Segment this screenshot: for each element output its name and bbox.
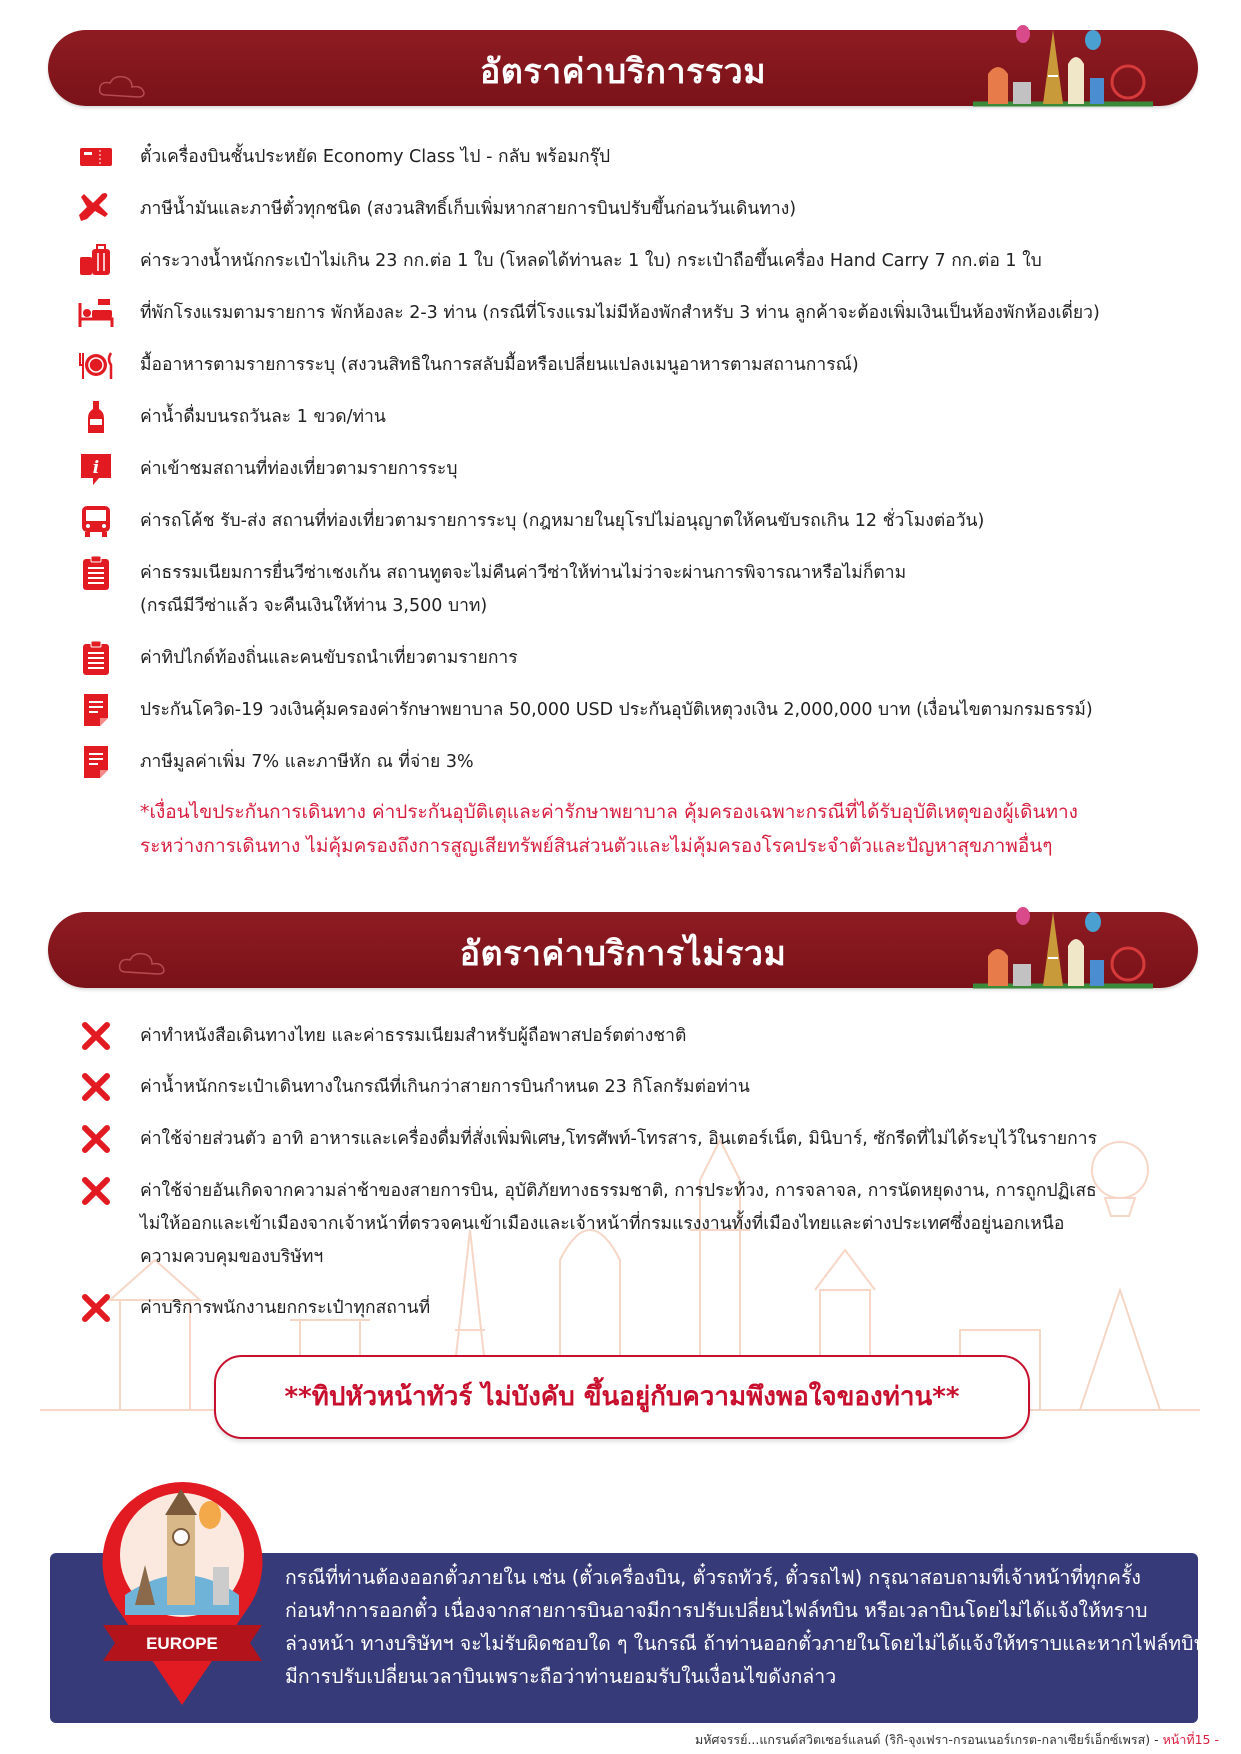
- included-item-text: ประกันโควิด-19 วงเงินคุ้มครองค่ารักษาพยาบาล 50,000 USD ประกันอุบัติเหตุวงเงิน 2,000,000 บาท (เงื่อนไขตามกรมธรรม์): [140, 700, 1093, 720]
- ticket-notice-line: ล่วงหน้า ทางบริษัทฯ จะไม่รับผิดชอบใด ๆ ในกรณี ถ้าท่านออกตั๋วภายในโดยไม่ได้แจ้งให้ทราบและหากไฟล์ทบิน: [285, 1632, 1207, 1655]
- europe-landmarks-icon: [968, 898, 1158, 990]
- excluded-item-text: ค่าใช้จ่ายส่วนตัว อาทิ อาหารและเครื่องดื่มที่สั่งเพิ่มพิเศษ,โทรศัพท์-โทรสาร, อินเตอร์เน็ต, มินิบาร์, ซักรีดที่ไม่ได้ระบุไว้ในรายการ: [140, 1129, 1097, 1149]
- water-bottle-icon: [78, 399, 114, 435]
- europe-badge-text: EUROPE: [146, 1634, 218, 1653]
- included-item-text: (กรณีมีวีซ่าแล้ว จะคืนเงินให้ท่าน 3,500 บาท): [140, 596, 488, 616]
- europe-landmarks-icon: [968, 16, 1158, 108]
- airplane-icon: [78, 191, 114, 227]
- included-item-text: ค่าธรรมเนียมการยื่นวีซ่าเชงเก้น สถานทูตจะไม่คืนค่าวีซ่าให้ท่านไม่ว่าจะผ่านการพิจารณาหรือไม่ก็ตาม: [140, 563, 907, 583]
- insurance-note-line: *เงื่อนไขประกันการเดินทาง ค่าประกันอุบัติเตุและค่ารักษาพยาบาล คุ้มครองเฉพาะกรณีที่ได้รับอุบัติเหตุของผู้เดินทาง: [140, 801, 1078, 823]
- document-icon: [78, 692, 114, 728]
- info-icon: [78, 451, 114, 487]
- cross-icon: [78, 1290, 114, 1326]
- included-item-text: ค่าระวางน้ำหนักกระเป๋าไม่เกิน 23 กก.ต่อ 1 ใบ (โหลดได้ท่านละ 1 ใบ) กระเป๋าถือขึ้นเครื่อง Hand Carry 7 กก.ต่อ 1 ใบ: [140, 251, 1042, 271]
- svg-text:i: i: [92, 458, 100, 478]
- included-title: อัตราค่าบริการรวม: [479, 52, 767, 92]
- insurance-note-line: ระหว่างการเดินทาง ไม่คุ้มครองถึงการสูญเสียทรัพย์สินส่วนตัวและไม่คุ้มครองโรคประจำตัวและปัญหาสุขภาพอื่นๆ: [140, 835, 1053, 857]
- europe-pin-badge: [95, 1475, 270, 1710]
- excluded-item-text: ค่าทำหนังสือเดินทางไทย และค่าธรรมเนียมสำหรับผู้ถือพาสปอร์ตต่างชาติ: [140, 1026, 687, 1046]
- excluded-item-text: ไม่ให้ออกและเข้าเมืองจากเจ้าหน้าที่ตรวจคนเข้าเมืองและเจ้าหน้าที่กรมแรงงานทั้งที่เมืองไทยและต่างประเทศซึ่งอยู่นอกเหนือ: [140, 1214, 1065, 1234]
- tip-notice-box: [214, 1355, 1030, 1439]
- included-item-text: ภาษีน้ำมันและภาษีตั๋วทุกชนิด (สงวนสิทธิ์เก็บเพิ่มหากสายการบินปรับขึ้นก่อนวันเดินทาง): [140, 199, 797, 219]
- page-footer: [695, 1730, 1219, 1750]
- excluded-banner: [48, 912, 1198, 988]
- included-item-text: มื้ออาหารตามรายการระบุ (สงวนสิทธิในการสลับมื้อหรือเปลี่ยนแปลงเมนูอาหารตามสถานการณ์): [140, 355, 859, 375]
- included-item-text: ตั๋วเครื่องบินชั้นประหยัด Economy Class ไป - กลับ พร้อมกรุ๊ป: [140, 147, 611, 167]
- ticket-notice-line: กรณีที่ท่านต้องออกตั๋วภายใน เช่น (ตั๋วเครื่องบิน, ตั๋วรถทัวร์, ตั๋วรถไฟ) กรุณาสอบถามที่เจ้าหน้าที่ทุกครั้ง: [285, 1566, 1141, 1589]
- footer-text: มหัศจรรย์...แกรนด์สวิตเซอร์แลนด์ (ริกิ-จุงเฟรา-กรอนเนอร์เกรต-กลาเซียร์เอ็กซ์เพรส) -: [694, 1732, 1163, 1747]
- included-item-text: ค่าน้ำดื่มบนรถวันละ 1 ขวด/ท่าน: [140, 407, 386, 427]
- included-item-text: ค่าเข้าชมสถานที่ท่องเที่ยวตามรายการระบุ: [140, 459, 458, 479]
- dining-icon: [78, 347, 114, 383]
- included-item-text: ภาษีมูลค่าเพิ่ม 7% และภาษีหัก ณ ที่จ่าย 3%: [140, 752, 474, 772]
- excluded-item-text: ความควบคุมของบริษัทฯ: [140, 1247, 324, 1267]
- included-item-text: ค่าทิปไกด์ท้องถิ่นและคนขับรถนำเที่ยวตามรายการ: [140, 648, 518, 668]
- insurance-note: [140, 795, 1078, 863]
- included-item-text: ที่พักโรงแรมตามรายการ พักห้องละ 2-3 ท่าน (กรณีที่โรงแรมไม่มีห้องพักสำหรับ 3 ท่าน ลูกค้าจะต้องเพิ่มเงินเป็นห้องพักห้องเดี่ยว): [140, 303, 1100, 323]
- excluded-item-text: ค่าใช้จ่ายอันเกิดจากความล่าช้าของสายการบิน, อุบัติภัยทางธรรมชาติ, การประท้วง, การจลาจล, การนัดหยุดงาน, การถูกปฏิเสธ: [140, 1181, 1097, 1201]
- excluded-item-text: ค่าบริการพนักงานยกกระเป๋าทุกสถานที่: [140, 1298, 431, 1318]
- luggage-icon: [78, 243, 114, 279]
- ticket-notice-line: ก่อนทำการออกตั๋ว เนื่องจากสายการบินอาจมีการปรับเปลี่ยนไฟล์ทบิน หรือเวลาบินโดยไม่ได้แจ้งให้ทราบ: [285, 1599, 1148, 1622]
- included-item-text: ค่ารถโค้ช รับ-ส่ง สถานที่ท่องเที่ยวตามรายการระบุ (กฎหมายในยุโรปไม่อนุญาตให้คนขับรถเกิน 12 ชั่วโมงต่อวัน): [140, 511, 985, 531]
- cross-icon: [78, 1121, 114, 1157]
- hotel-bed-icon: [78, 295, 114, 331]
- bus-icon: [78, 503, 114, 539]
- ticket-icon: [78, 139, 114, 175]
- tip-notice-text: **ทิปหัวหน้าทัวร์ ไม่บังคับ ขึ้นอยู่กับความพึงพอใจของท่าน**: [284, 1382, 960, 1412]
- cross-icon: [78, 1173, 114, 1209]
- cross-icon: [78, 1069, 114, 1105]
- page-number: หน้าที่15 -: [1162, 1732, 1219, 1747]
- excluded-item-text: ค่าน้ำหนักกระเป๋าเดินทางในกรณีที่เกินกว่าสายการบินกำหนด 23 กิโลกรัมต่อท่าน: [140, 1077, 750, 1097]
- ticket-notice-line: มีการปรับเปลี่ยนเวลาบินเพราะถือว่าท่านยอมรับในเงื่อนไขดังกล่าว: [285, 1665, 837, 1688]
- cross-icon: [78, 1018, 114, 1054]
- document-icon: [78, 744, 114, 780]
- included-banner: [48, 30, 1198, 106]
- clipboard-icon: [78, 640, 114, 676]
- ticket-notice-text: [285, 1561, 1207, 1693]
- excluded-title: อัตราค่าบริการไม่รวม: [459, 934, 787, 974]
- clipboard-icon: [78, 555, 114, 591]
